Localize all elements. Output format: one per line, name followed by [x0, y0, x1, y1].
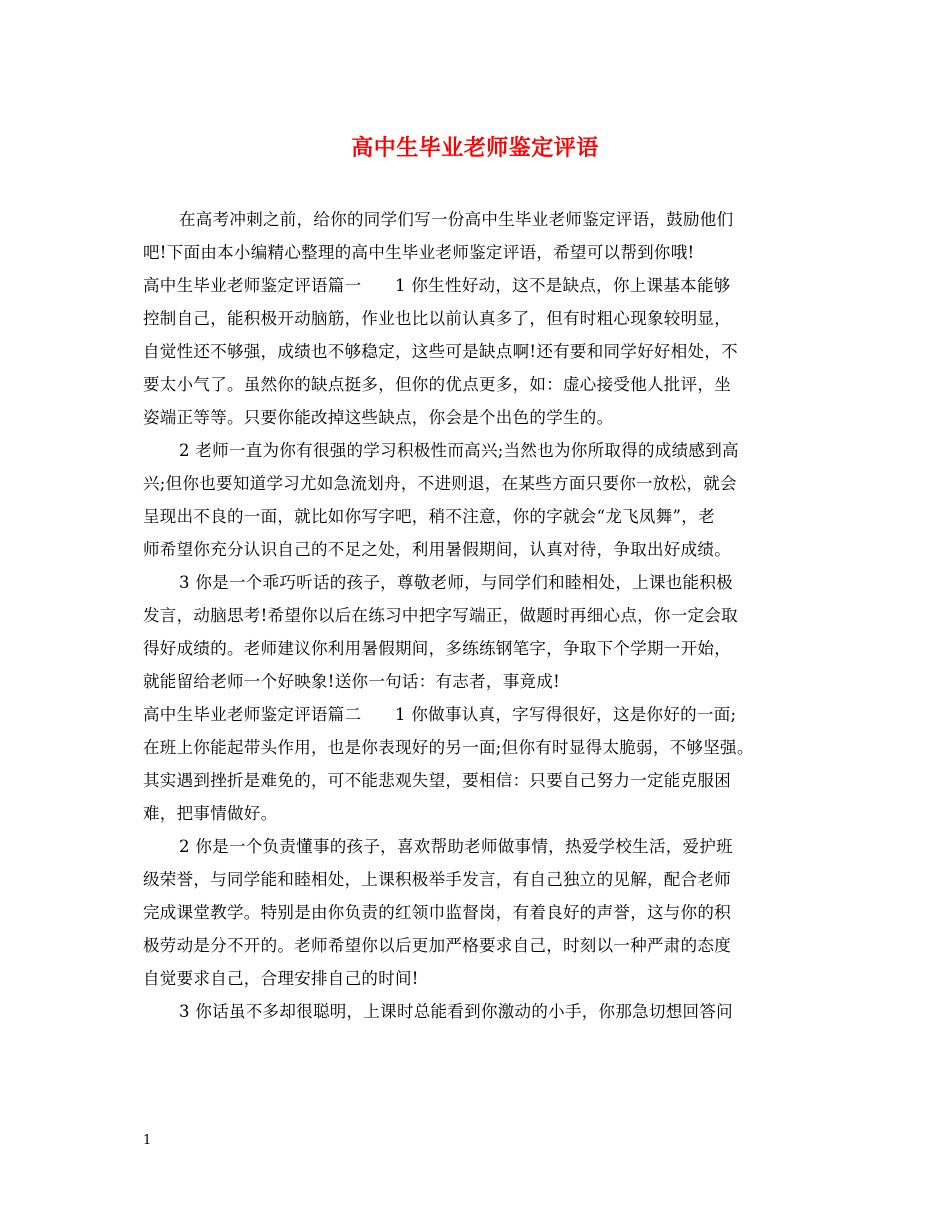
- text-line: 自觉要求自己，合理安排自己的时间!: [143, 969, 419, 988]
- text-line: 高中生毕业老师鉴定评语篇一 1 你生性好动，这不是缺点，你上课基本能够: [143, 276, 731, 295]
- text-line: 在班上你能起带头作用，也是你表现好的另一面;但你有时显得太脆弱，不够坚强。: [143, 738, 754, 757]
- text-line: 吧!下面由本小编精心整理的高中生毕业老师鉴定评语，希望可以帮到你哦!: [143, 243, 695, 262]
- text-line: 控制自己，能积极开动脑筋，作业也比以前认真多了，但有时粗心现象较明显，: [143, 309, 731, 328]
- text-line: 完成课堂教学。特别是由你负责的红领巾监督岗，有着良好的声誉，这与你的积: [143, 903, 731, 922]
- text-line: 3 你话虽不多却很聪明，上课时总能看到你激动的小手，你那急切想回答问: [179, 1002, 733, 1021]
- text-line: 在高考冲刺之前，给你的同学们写一份高中生毕业老师鉴定评语，鼓励他们: [179, 210, 734, 229]
- text-line: 兴;但你也要知道学习尤如急流划舟，不进则退，在某些方面只要你一放松，就会: [143, 474, 737, 493]
- text-line: 呈现出不良的一面，就比如你写字吧，稍不注意，你的字就会“龙飞凤舞”，老: [143, 507, 715, 526]
- text-line: 发言，动脑思考!希望你以后在练习中把字写端正，做题时再细心点，你一定会取: [143, 606, 738, 625]
- text-line: 2 你是一个负责懂事的孩子，喜欢帮助老师做事情，热爱学校生活，爱护班: [179, 837, 733, 856]
- text-line: 3 你是一个乖巧听话的孩子，尊敬老师，与同学们和睦相处，上课也能积极: [179, 573, 733, 592]
- text-line: 极劳动是分不开的。老师希望你以后更加严格要求自己，时刻以一种严肃的态度: [143, 936, 731, 955]
- document-title: 高中生毕业老师鉴定评语: [351, 135, 599, 161]
- text-line: 高中生毕业老师鉴定评语篇二 1 你做事认真，字写得很好，这是你好的一面;: [143, 705, 737, 724]
- page-number: 1: [143, 1133, 152, 1148]
- document-body: [143, 203, 813, 1028]
- text-line: 难，把事情做好。: [143, 804, 278, 823]
- text-line: 自觉性还不够强，成绩也不够稳定，这些可是缺点啊!还有要和同学好好相处，不: [143, 342, 738, 361]
- text-line: 级荣誉，与同学能和睦相处，上课积极举手发言，有自己独立的见解，配合老师: [143, 870, 731, 889]
- text-line: 其实遇到挫折是难免的，可不能悲观失望，要相信：只要自己努力一定能克服困: [143, 771, 731, 790]
- text-line: 师希望你充分认识自己的不足之处，利用暑假期间，认真对待，争取出好成绩。: [143, 540, 731, 559]
- text-line: 就能留给老师一个好映象!送你一句话：有志者，事竟成!: [143, 672, 561, 691]
- text-line: 姿端正等等。只要你能改掉这些缺点，你会是个出色的学生的。: [143, 408, 614, 427]
- text-line: 2 老师一直为你有很强的学习积极性而高兴;当然也为你所取得的成绩感到高: [179, 441, 739, 460]
- text-line: 要太小气了。虽然你的缺点挺多，但你的优点更多，如：虚心接受他人批评，坐: [143, 375, 731, 394]
- text-line: 得好成绩的。老师建议你利用暑假期间，多练练钢笔字，争取下个学期一开始，: [143, 639, 731, 658]
